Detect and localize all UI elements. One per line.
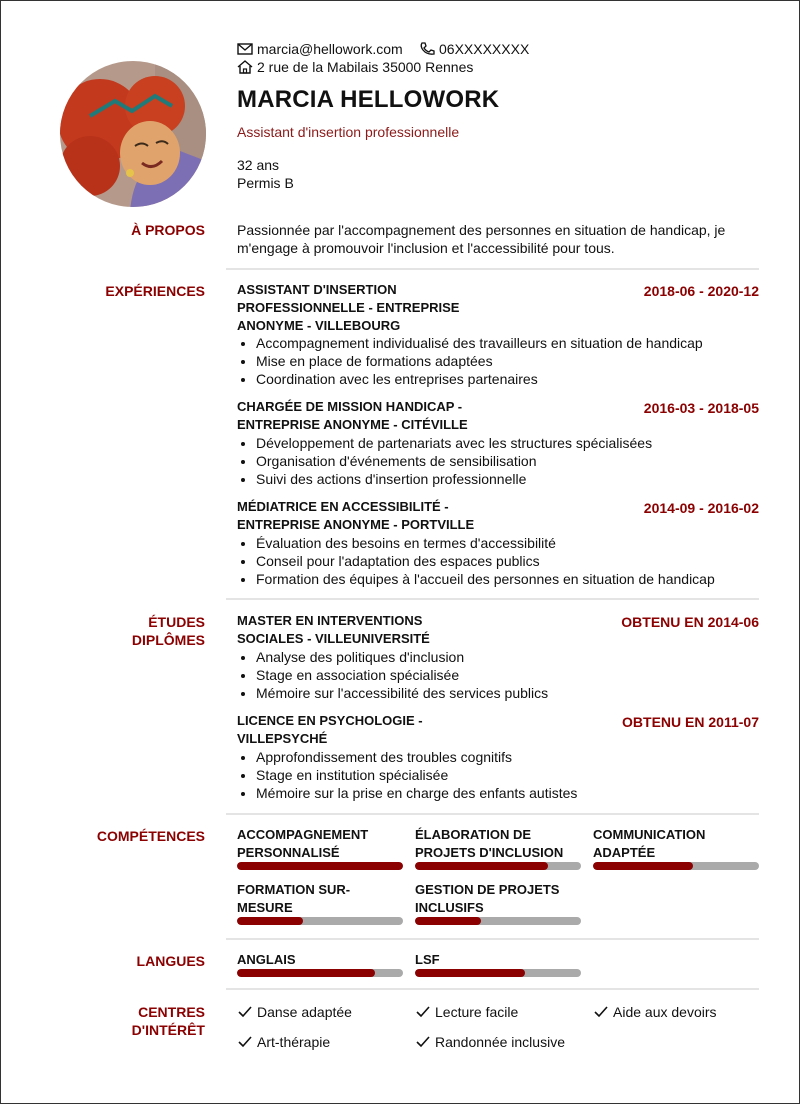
studies-label-line1: ÉTUDES	[148, 614, 205, 630]
about-text: Passionnée par l'accompagnement des personnes en situation de handicap, je m'engage à promouvoir l'inclusion et l'accessibilité pour tous.	[237, 222, 726, 256]
interest-label: Randonnée inclusive	[435, 1034, 565, 1050]
list-item: • Organisation d'événements de sensibilisation	[256, 452, 776, 470]
experience-date: 2018-06 - 2020-12	[643, 283, 759, 299]
check-icon	[237, 1005, 253, 1019]
skill-name: GESTION DE PROJETS INCLUSIFS	[415, 882, 560, 915]
experience-date: 2016-03 - 2018-05	[643, 400, 759, 416]
skill-bar-fill	[237, 862, 403, 870]
language-name: ANGLAIS	[237, 952, 296, 967]
study-date: OBTENU EN 2014-06	[621, 614, 759, 630]
list-item: • Stage en association spécialisée	[256, 666, 776, 684]
experience-title: ASSISTANT D'INSERTION PROFESSIONNELLE - ENTREPRISE ANONYME - VILLEBOURG	[237, 282, 460, 333]
envelope-icon	[237, 42, 253, 56]
phone-icon	[419, 42, 435, 56]
list-item: • Mise en place de formations adaptées	[256, 352, 776, 370]
email-text: marcia@hellowork.com	[257, 41, 403, 57]
skill-bar	[237, 917, 403, 925]
study-title: LICENCE EN PSYCHOLOGIE - VILLEPSYCHÉ	[237, 713, 423, 746]
interests-label-line1: CENTRES	[138, 1004, 205, 1020]
studies-label-line2: DIPLÔMES	[131, 632, 205, 648]
driving-license: Permis B	[237, 175, 294, 191]
experience-title: MÉDIATRICE EN ACCESSIBILITÉ - ENTREPRISE ANONYME - PORTVILLE	[237, 499, 475, 532]
language-bar-fill	[415, 969, 525, 977]
contact-address	[237, 58, 473, 76]
skill-bar	[593, 862, 759, 870]
list-item: • Accompagnement individualisé des travailleurs en situation de handicap	[256, 334, 776, 352]
skill-bar-fill	[415, 862, 548, 870]
divider	[226, 988, 759, 990]
skill-bar	[415, 862, 581, 870]
contact-phone[interactable]	[419, 40, 529, 58]
contact-email[interactable]	[237, 40, 403, 58]
study-bullets	[237, 748, 776, 802]
check-icon	[415, 1035, 431, 1049]
section-label-interests	[60, 1003, 205, 1039]
interest-item	[415, 1033, 565, 1051]
interest-label: Aide aux devoirs	[613, 1004, 717, 1020]
skill-item	[593, 826, 759, 862]
study-bullets	[237, 648, 776, 702]
skill-bar	[237, 862, 403, 870]
interests-label-line2: D'INTÉRÊT	[131, 1022, 205, 1038]
experience-bullets	[237, 334, 776, 388]
language-name: LSF	[415, 952, 440, 967]
section-label-languages: LANGUES	[136, 953, 205, 969]
skill-bar-fill	[237, 917, 303, 925]
address-text: 2 rue de la Mabilais 35000 Rennes	[257, 59, 474, 75]
skill-item	[237, 826, 403, 862]
skill-name: COMMUNICATION ADAPTÉE	[593, 827, 706, 860]
skill-name: FORMATION SUR-MESURE	[237, 882, 351, 915]
section-label-studies	[60, 613, 205, 649]
list-item: • Mémoire sur la prise en charge des enfants autistes	[256, 784, 776, 802]
divider	[226, 268, 759, 270]
experience-title: CHARGÉE DE MISSION HANDICAP - ENTREPRISE ANONYME - CITÉVILLE	[237, 399, 468, 432]
job-title: Assistant d'insertion professionnelle	[237, 124, 460, 140]
skill-item	[415, 881, 581, 917]
candidate-name: MARCIA HELLOWORK	[237, 86, 500, 113]
phone-text: 06XXXXXXXX	[439, 41, 530, 57]
study-date: OBTENU EN 2011-07	[622, 714, 759, 730]
skill-bar-fill	[593, 862, 693, 870]
interest-label: Lecture facile	[435, 1004, 519, 1020]
list-item: • Mémoire sur l'accessibilité des services publics	[256, 684, 776, 702]
list-item: • Développement de partenariats avec les structures spécialisées	[256, 434, 776, 452]
language-bar	[415, 969, 581, 977]
divider	[226, 598, 759, 600]
interest-label: Art-thérapie	[257, 1034, 331, 1050]
language-item	[415, 951, 581, 969]
language-bar	[237, 969, 403, 977]
experience-date: 2014-09 - 2016-02	[643, 500, 759, 516]
skill-name: ACCOMPAGNEMENT PERSONNALISÉ	[237, 827, 369, 860]
section-label-skills: COMPÉTENCES	[96, 828, 205, 844]
interest-item	[415, 1003, 518, 1021]
check-icon	[593, 1005, 609, 1019]
skill-bar	[415, 917, 581, 925]
divider	[226, 938, 759, 940]
list-item: • Évaluation des besoins en termes d'accessibilité	[256, 534, 776, 552]
section-label-about: À PROPOS	[131, 222, 205, 238]
study-title: MASTER EN INTERVENTIONS SOCIALES - VILLEUNIVERSITÉ	[237, 613, 430, 646]
skill-name: ÉLABORATION DE PROJETS D'INCLUSION	[415, 827, 564, 860]
language-item	[237, 951, 403, 969]
list-item: • Conseil pour l'adaptation des espaces publics	[256, 552, 776, 570]
age: 32 ans	[237, 157, 280, 173]
list-item: • Coordination avec les entreprises partenaires	[256, 370, 776, 388]
home-icon	[237, 60, 253, 74]
experience-bullets	[237, 534, 776, 588]
list-item: • Stage en institution spécialisée	[256, 766, 776, 784]
skill-item	[237, 881, 403, 917]
check-icon	[415, 1005, 431, 1019]
divider	[226, 813, 759, 815]
section-label-experiences: EXPÉRIENCES	[105, 283, 205, 299]
skill-bar-fill	[415, 917, 481, 925]
avatar	[60, 61, 206, 207]
interest-item	[237, 1003, 352, 1021]
language-bar-fill	[237, 969, 375, 977]
interest-label: Danse adaptée	[257, 1004, 352, 1020]
list-item: • Formation des équipes à l'accueil des personnes en situation de handicap	[256, 570, 776, 588]
check-icon	[237, 1035, 253, 1049]
interest-item	[237, 1033, 330, 1051]
list-item: • Approfondissement des troubles cognitifs	[256, 748, 776, 766]
list-item: • Suivi des actions d'insertion professionnelle	[256, 470, 776, 488]
skill-item	[415, 826, 581, 862]
list-item: • Analyse des politiques d'inclusion	[256, 648, 776, 666]
experience-bullets	[237, 434, 776, 488]
interest-item	[593, 1003, 717, 1021]
